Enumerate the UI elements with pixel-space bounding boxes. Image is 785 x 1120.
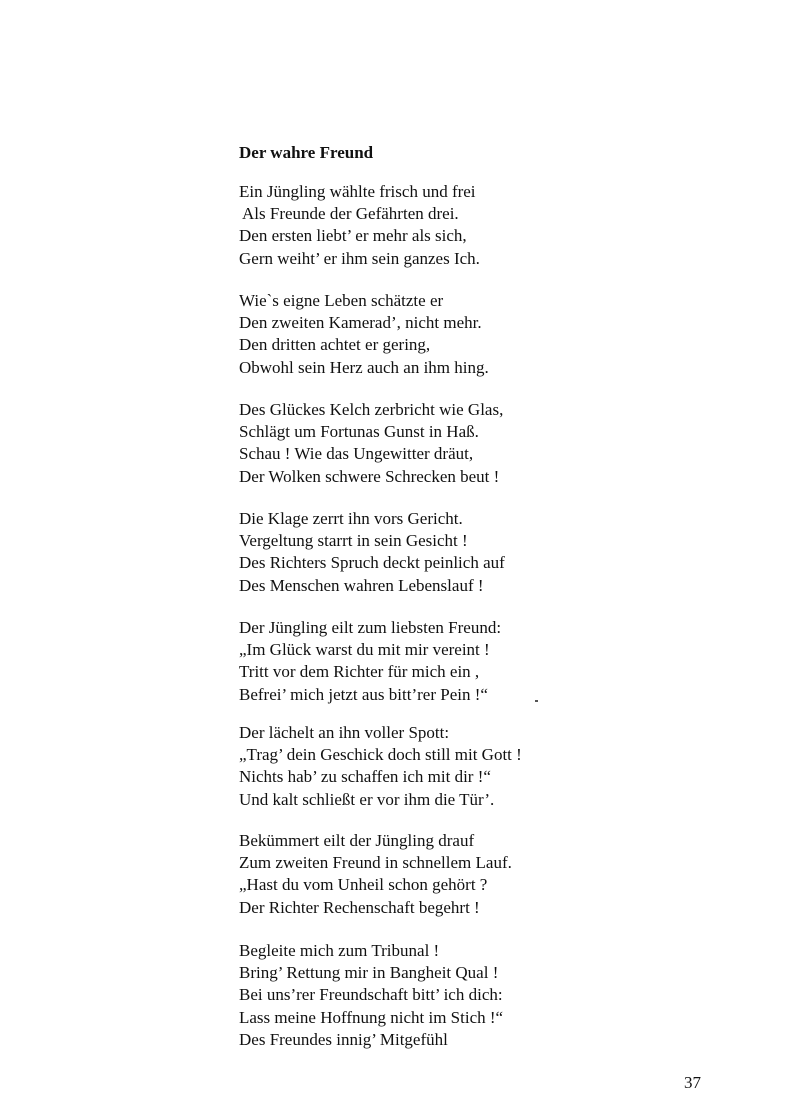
stanza-5 bbox=[239, 617, 501, 706]
poem-line: Tritt vor dem Richter für mich ein , bbox=[239, 662, 480, 682]
poem-line: Vergeltung starrt in sein Gesicht ! bbox=[239, 531, 468, 551]
poem-line: „Trag’ dein Geschick doch still mit Gott ! bbox=[239, 745, 522, 765]
poem-line: Ein Jüngling wählte frisch und frei bbox=[239, 182, 476, 201]
poem-line: Befrei’ mich jetzt aus bitt’rer Pein !“ bbox=[239, 684, 488, 704]
stanza-1 bbox=[239, 181, 480, 270]
stanza-8 bbox=[239, 940, 503, 1051]
poem-line: Obwohl sein Herz auch an ihm hing. bbox=[239, 357, 489, 377]
poem-line: Des Richters Spruch deckt peinlich auf bbox=[239, 553, 505, 573]
poem-title: Der wahre Freund bbox=[239, 143, 374, 162]
poem-line: Des Freundes innig’ Mitgefühl bbox=[239, 1029, 448, 1049]
poem-line: Der Richter Rechenschaft begehrt ! bbox=[239, 897, 480, 917]
poem-line: Den zweiten Kamerad’, nicht mehr. bbox=[239, 313, 482, 333]
poem-line: Bei uns’rer Freundschaft bitt’ ich dich: bbox=[239, 985, 503, 1005]
poem-line: „Hast du vom Unheil schon gehört ? bbox=[239, 875, 488, 895]
poem-line: Nichts hab’ zu schaffen ich mit dir !“ bbox=[239, 767, 491, 787]
poem-line: Die Klage zerrt ihn vors Gericht. bbox=[239, 509, 463, 528]
poem-line: Gern weiht’ er ihm sein ganzes Ich. bbox=[239, 248, 480, 268]
stanza-6 bbox=[239, 722, 522, 811]
poem-line: Den ersten liebt’ er mehr als sich, bbox=[239, 226, 467, 246]
poem-line: Schlägt um Fortunas Gunst in Haß. bbox=[239, 422, 479, 442]
page-number: 37 bbox=[684, 1073, 701, 1092]
stanza-2 bbox=[239, 290, 489, 379]
poem-line: Der Wolken schwere Schrecken beut ! bbox=[239, 466, 500, 486]
poem-line: Bekümmert eilt der Jüngling drauf bbox=[239, 831, 475, 850]
poem-line: Des Glückes Kelch zerbricht wie Glas, bbox=[239, 400, 504, 419]
poem-line: Als Freunde der Gefährten drei. bbox=[242, 204, 459, 224]
poem-line: Begleite mich zum Tribunal ! bbox=[239, 941, 440, 960]
poem-line: Bring’ Rettung mir in Bangheit Qual ! bbox=[239, 963, 499, 983]
poem-line: Der lächelt an ihn voller Spott: bbox=[239, 723, 450, 742]
poem-line: Des Menschen wahren Lebenslauf ! bbox=[239, 575, 484, 595]
poem-line: Und kalt schließt er vor ihm die Tür’. bbox=[239, 789, 495, 809]
stanza-3 bbox=[239, 399, 503, 488]
poem-line: „Im Glück warst du mit mir vereint ! bbox=[239, 640, 490, 660]
scan-speck bbox=[535, 700, 538, 702]
stanza-4 bbox=[239, 508, 505, 597]
poem-line: Zum zweiten Freund in schnellem Lauf. bbox=[239, 853, 512, 873]
poem-line: Schau ! Wie das Ungewitter dräut, bbox=[239, 444, 474, 464]
poem-line: Lass meine Hoffnung nicht im Stich !“ bbox=[239, 1007, 504, 1027]
poem-line: Der Jüngling eilt zum liebsten Freund: bbox=[239, 618, 502, 637]
poem-line: Den dritten achtet er gering, bbox=[239, 335, 431, 355]
poem-line: Wie`s eigne Leben schätzte er bbox=[239, 291, 444, 310]
stanza-7 bbox=[239, 830, 512, 919]
